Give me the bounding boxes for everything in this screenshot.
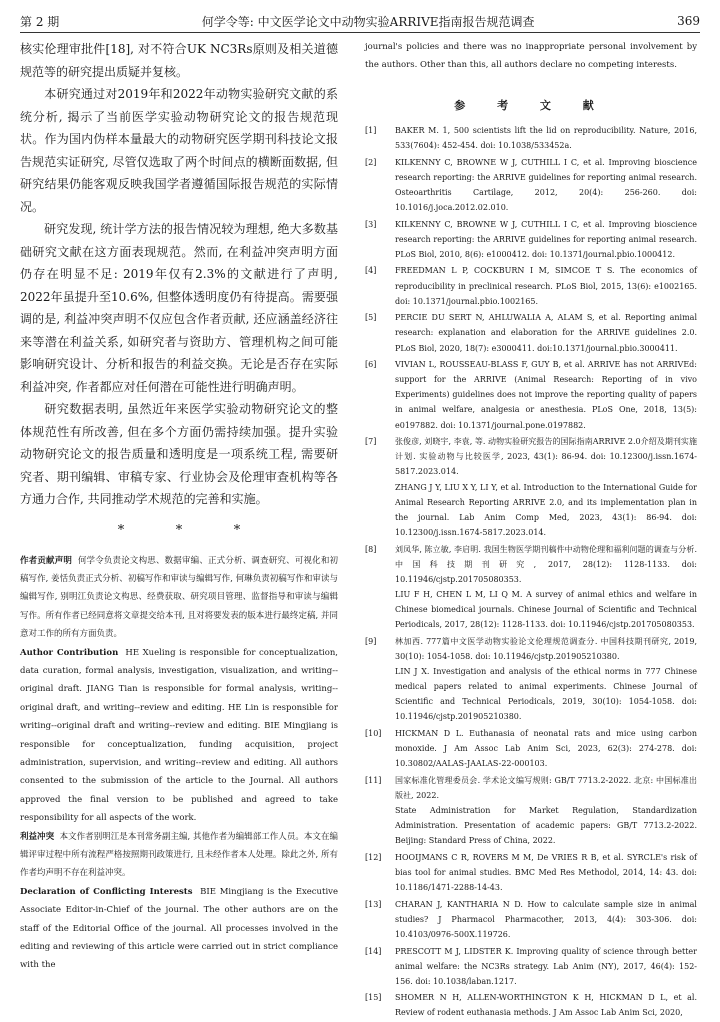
- conflict-zh: 利益冲突 本文作者别明江是本刊常务副主编, 其他作者为编辑部工作人员。本文在编辑评审过程中所有流程严格按照期刊政策进行, 且未经作者本人处理。除此之外, 所有作者均声明不存在利益冲突。: [20, 831, 338, 879]
- reference-line: 国家标准化管理委员会. 学术论文编写规则: GB/T 7713.2-2022. 北京: 中国标准出版社, 2022.: [395, 775, 697, 800]
- references-heading: 参 考 文 献: [454, 98, 608, 112]
- reference-item: [365, 357, 697, 432]
- reference-number: [6]: [365, 360, 377, 370]
- reference-line: LIU F H, CHEN L M, LI Q M. A survey of animal ethics and welfare in Chinese biomedical journals. Chinese Journal of Scientific and Technical Periodicals, 2017, 28(12): 1128-1133. doi: 10.11946/cjstp.201705080353.: [395, 589, 697, 629]
- reference-text: [395, 990, 697, 1020]
- reference-text: [395, 434, 697, 540]
- conflict-en: Declaration of Conflicting Interests BIE Mingjiang is the Executive Associate Editor-in-Chief of the journal. The other authors are on the staff of the Editorial Office of the journal. All processes involved in the editing and reviewing of this article were carried out in strict compliance with the: [20, 886, 338, 971]
- reference-number: [13]: [365, 899, 382, 909]
- right-column: [365, 38, 697, 1022]
- reference-text: [395, 897, 697, 942]
- reference-item: [365, 217, 697, 262]
- reference-number: [11]: [365, 775, 382, 785]
- reference-item: [365, 773, 697, 848]
- reference-item: [365, 434, 697, 540]
- reference-number: [3]: [365, 219, 377, 229]
- reference-item: [365, 944, 697, 989]
- reference-number: [12]: [365, 852, 382, 862]
- reference-number: [5]: [365, 313, 377, 323]
- reference-item: [365, 155, 697, 215]
- body-paragraph: 研究数据表明, 虽然近年来医学实验动物研究论文的整体规范性有所改善, 但在多个方面仍需持续加强。提升实验动物研究论文的报告质量和透明度是一项系统工程, 需要研究者、期刊编辑、审稿专家、行业协会及伦理审查机构等各方通力合作, 共同推动学术规范的完善和实施。: [20, 402, 338, 506]
- reference-line: 张俊彦, 刘晓宇, 李袁, 等. 动物实验研究报告的国际指南ARRIVE 2.0介绍及期刊实施计划. 实验动物与比较医学, 2023, 43(1): 86-94. doi: 10.12300/j.issn.1674-5817.2023.014.: [395, 437, 697, 477]
- reference-number: [4]: [365, 266, 377, 276]
- reference-text: [395, 123, 697, 153]
- reference-text: [395, 357, 697, 432]
- reference-text: [395, 217, 697, 262]
- reference-text: [395, 155, 697, 215]
- running-title: 何学令等: 中文医学论文中动物实验ARRIVE指南报告规范调查: [201, 14, 535, 29]
- reference-number: [7]: [365, 437, 377, 447]
- reference-line: 刘凤华, 陈立敏, 李启明. 我国生物医学期刊稿件中动物伦理和福利问题的调查与分析. 中国科技期刊研究, 2017, 28(12): 1128-1133. doi: 10.11946/cjstp.201705080353.: [395, 544, 697, 584]
- reference-line: ZHANG J Y, LIU X Y, LI Y, et al. Introduction to the International Guide for Animal Research Reporting ARRIVE 2.0, and its implementation plan in the journal. Lab Anim Comp Med, 2023, 43(1): 86-94. doi: 10.12300/j.issn.1674-5817.2023.014.: [395, 482, 697, 537]
- reference-line: PERCIE DU SERT N, AHLUWALIA A, ALAM S, et al. Reporting animal research: explanation and elaboration for the ARRIVE guidelines 2.0. PLoS Biol, 2020, 18(7): e3000411. doi:10.1371/journal.pbio.3000411.: [395, 313, 697, 353]
- contribution-en: Author Contribution HE Xueling is responsible for conceptualization, data curation, formal analysis, investigation, visualization, and writing--original draft. JIANG Tian is responsible for formal analysis, writing--original draft, and writing--review and editing. HE Lin is responsible for writing--original draft and writing--review and editing. BIE Mingjiang is responsible for conceptualization, funding acquisition, project administration, supervision, and writing--review and editing. All authors consented to the submission of the article to the Journal. All authors approved the final version to be published and agreed to take responsibility for all aspects of the work.: [20, 647, 338, 824]
- reference-number: [8]: [365, 544, 377, 554]
- reference-text: [395, 542, 697, 633]
- reference-item: [365, 990, 697, 1020]
- reference-number: [10]: [365, 728, 382, 738]
- reference-item: [365, 634, 697, 725]
- reference-item: [365, 123, 697, 153]
- reference-line: 林加西. 777篇中文医学动物实验论文伦理规范调查分. 中国科技期刊研究, 2019, 30(10): 1054-1058. doi: 10.11946/cjstp.201905210380.: [395, 636, 697, 661]
- reference-item: [365, 310, 697, 355]
- reference-line: CHARAN J, KANTHARIA N D. How to calculate sample size in animal studies? J Pharmacol Pharmacother, 2013, 4(4): 303-306. doi: 10.4103/0976-500X.119726.: [395, 899, 697, 939]
- page-number: 369: [677, 14, 700, 28]
- issue-label: 第 2 期: [20, 14, 60, 29]
- reference-item: [365, 850, 697, 895]
- reference-number: [14]: [365, 946, 382, 956]
- reference-item: [365, 726, 697, 771]
- reference-list: [365, 123, 697, 1021]
- reference-text: [395, 634, 697, 725]
- reference-text: [395, 944, 697, 989]
- reference-item: [365, 897, 697, 942]
- reference-line: SHOMER N H, ALLEN-WORTHINGTON K H, HICKMAN D L, et al. Review of rodent euthanasia methods. J Am Assoc Lab Anim Sci, 2020,: [395, 993, 697, 1018]
- reference-text: [395, 263, 697, 308]
- reference-line: BAKER M. 1, 500 scientists lift the lid on reproducibility. Nature, 2016, 533(7604): 452-454. doi: 10.1038/533452a.: [395, 125, 697, 150]
- conflict-en-continued: journal's policies and there was no inappropriate personal involvement by the authors. Other than this, all authors declare no competing interests.: [365, 42, 697, 71]
- reference-text: [395, 850, 697, 895]
- section-separator: * * *: [117, 522, 241, 538]
- reference-item: [365, 542, 697, 633]
- reference-line: HICKMAN D L. Euthanasia of neonatal rats and mice using carbon monoxide. J Am Assoc Lab Anim Sci, 2023, 62(3): 274-278. doi: 10.30802/AALAS-JAALAS-22-000103.: [395, 728, 697, 768]
- reference-line: VIVIAN L, ROUSSEAU-BLASS F, GUY B, et al. ARRIVE has not ARRIVEd: support for the ARRIVE (Animal Research: Reporting of in vivo Experiments) guidelines does not improve the reporting quality of papers in animal welfare, analgesia or anesthesia. PLoS One, 2018, 13(5): e0197882. doi: 10.1371/journal.pone.0197882.: [395, 360, 697, 430]
- reference-line: LIN J X. Investigation and analysis of the ethical norms in 777 Chinese medical papers related to animal experiments. Chinese Journal of Scientific and Technical Periodicals, 2019, 30(10): 1054-1058. doi: 10.11946/cjstp.201905210380.: [395, 666, 697, 722]
- body-paragraph: 核实伦理审批件[18], 对不符合UK NC3Rs原则及相关道德规范等的研究提出质疑并复核。: [20, 42, 338, 79]
- reference-text: [395, 310, 697, 355]
- reference-number: [1]: [365, 125, 377, 135]
- contribution-zh: 作者贡献声明 何学令负责论文构思、数据审编、正式分析、调查研究、可视化和初稿写作, 姜恬负责正式分析、初稿写作和审读与编辑写作, 何琳负责初稿写作和审读与编辑写作, 别明江负责论文构思、经费获取、研究项目管理、监督指导和审读与编辑写作。所有作者已经同意将文章提交给本刊, 且对将要发表的版本进行最终定稿, 并同意对工作的所有方面负责。: [20, 555, 338, 640]
- reference-item: [365, 263, 697, 308]
- left-column: [20, 38, 338, 975]
- reference-line: KILKENNY C, BROWNE W J, CUTHILL I C, et al. Improving bioscience research reporting: the ARRIVE guidelines for reporting animal research. Osteoarthritis Cartilage, 2012, 20(4): 256-260. doi: 10.1016/j.joca.2012.02.010.: [395, 157, 697, 212]
- body-paragraph: 本研究通过对2019年和2022年动物实验研究文献的系统分析, 揭示了当前医学实验动物研究论文的报告规范现状。作为国内伪样本量最大的动物研究医学期刊科技论文报告规范实证研究, 尽管仅选取了两个时间点的横断面数据, 但研究结果仍能客观反映我国学者遵循国际报告规范的实际情况。: [20, 87, 338, 214]
- reference-number: [15]: [365, 993, 382, 1003]
- reference-line: KILKENNY C, BROWNE W J, CUTHILL I C, et al. Improving bioscience research reporting: the ARRIVE guidelines for reporting animal research. PLoS Biol, 2010, 8(6): e1000412. doi: 10.1371/journal.pbio.1000412.: [395, 219, 697, 259]
- reference-line: FREEDMAN L P, COCKBURN I M, SIMCOE T S. The economics of reproducibility in preclinical research. PLoS Biol, 2015, 13(6): e1002165. doi: 10.1371/journal.pbio.1002165.: [395, 266, 697, 306]
- body-paragraph: 研究发现, 统计学方法的报告情况较为理想, 绝大多数基础研究文献在这方面表现规范。然而, 在利益冲突声明方面仍存在明显不足: 2019年仅有2.3%的文献进行了声明, 2022年虽提升至10.6%, 但整体透明度仍有待提高。需要强调的是, 利益冲突声明不仅应包含作者贡献, 还应涵盖经济往来等潜在利益关系, 如研究者与资助方、管理机构之间可能影响研究设计、分析和报告的利益交换。无论是否存在实际利益冲突, 作者都应对任何潜在可能性进行明确声明。: [20, 222, 338, 394]
- reference-text: [395, 726, 697, 771]
- reference-line: HOOIJMANS C R, ROVERS M M, De VRIES R B, et al. SYRCLE's risk of bias tool for animal studies. BMC Med Res Methodol, 2014, 14: 43. doi: 10.1186/1471-2288-14-43.: [395, 852, 697, 892]
- reference-line: PRESCOTT M J, LIDSTER K. Improving quality of science through better animal welfare: the NC3Rs strategy. Lab Anim (NY), 2017, 46(4): 152-156. doi: 10.1038/laban.1217.: [395, 946, 697, 986]
- reference-number: [9]: [365, 636, 377, 646]
- reference-line: State Administration for Market Regulation, Standardization Administration. Presentation of academic papers: GB/T 7713.2-2022. Beijing: Standard Press of China, 2022.: [395, 805, 697, 846]
- reference-number: [2]: [365, 157, 377, 167]
- running-header: [20, 10, 700, 33]
- reference-text: [395, 773, 697, 848]
